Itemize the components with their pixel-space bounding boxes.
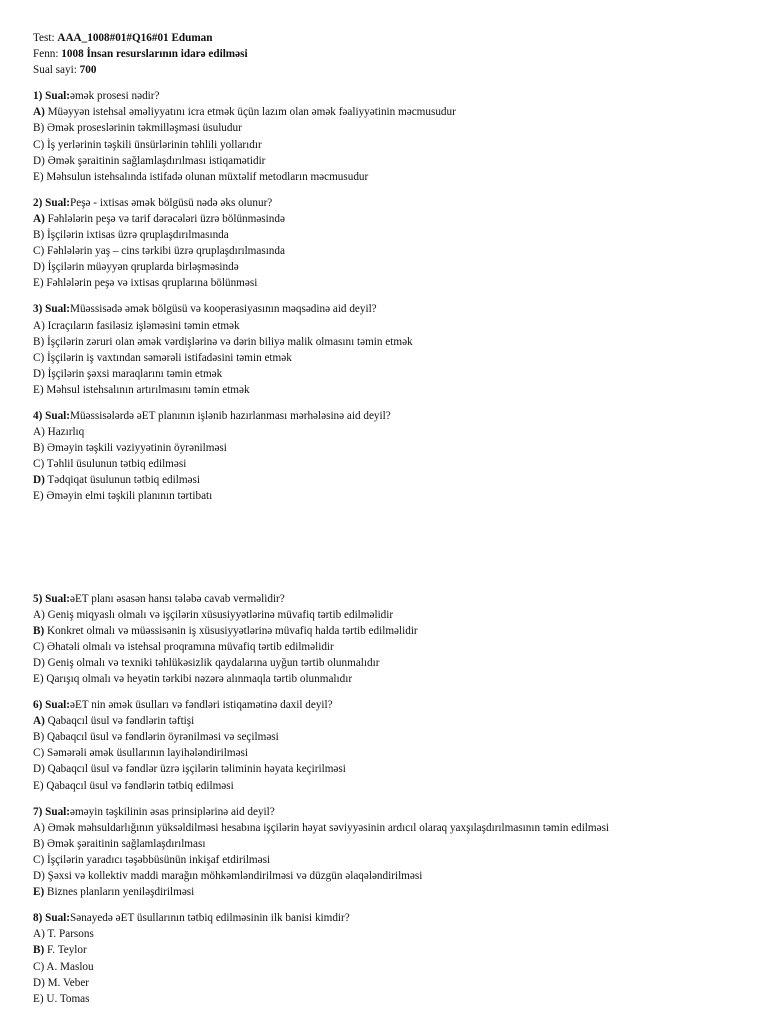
option-letter: A) bbox=[33, 821, 45, 834]
option-letter: C) bbox=[33, 853, 45, 866]
answer-option bbox=[33, 137, 753, 153]
question-list bbox=[33, 88, 753, 1007]
option-letter: C) bbox=[33, 138, 45, 151]
answer-option bbox=[33, 761, 753, 777]
option-letter: E) bbox=[33, 170, 44, 183]
option-letter: C) bbox=[33, 351, 45, 364]
answer-option bbox=[33, 259, 753, 275]
option-text: Əmək məhsuldarlığının yüksəldilməsi hesabına işçilərin həyat səviyyəsinin ardıcıl olaraq yaxşılaşdırılmasının təmin edilməsi bbox=[47, 821, 610, 834]
option-letter: B) bbox=[33, 122, 45, 135]
option-letter: D) bbox=[33, 474, 45, 487]
answer-option bbox=[33, 713, 753, 729]
option-letter: D) bbox=[33, 870, 45, 883]
question-number: 7) bbox=[33, 805, 43, 818]
answer-option bbox=[33, 671, 753, 687]
question-label: Sual: bbox=[45, 699, 70, 712]
option-letter: B) bbox=[33, 837, 45, 850]
option-text: Təhlil üsulunun tətbiq edilməsi bbox=[46, 458, 187, 471]
option-text: Fəhlələrin yaş – cins tərkibi üzrə qruplaşdırılmasında bbox=[46, 245, 285, 258]
option-text: Əməyin təşkili vəziyyətinin öyrənilməsi bbox=[46, 442, 227, 455]
option-text: Qabaqcıl üsul və fəndlər üzrə işçilərin təliminin həyata keçirilməsi bbox=[47, 763, 346, 776]
question-label: Sual: bbox=[45, 409, 70, 422]
answer-option bbox=[33, 745, 753, 761]
option-letter: D) bbox=[33, 763, 45, 776]
answer-option bbox=[33, 975, 753, 991]
question-label: Sual: bbox=[45, 592, 70, 605]
option-text: U. Tomas bbox=[46, 992, 90, 1005]
question-text-line bbox=[33, 804, 753, 820]
question-block bbox=[33, 804, 753, 901]
question-text: Müəssisələrdə əET planının işlənib hazırlanması mərhələsinə aid deyil? bbox=[70, 409, 391, 422]
option-letter: D) bbox=[33, 367, 45, 380]
question-text-line bbox=[33, 408, 753, 424]
question-text-line bbox=[33, 591, 753, 607]
answer-option bbox=[33, 607, 753, 623]
option-letter: E) bbox=[33, 779, 44, 792]
answer-option bbox=[33, 456, 753, 472]
option-letter: E) bbox=[33, 490, 44, 503]
question-number: 2) bbox=[33, 196, 43, 209]
option-letter: C) bbox=[33, 747, 45, 760]
answer-option bbox=[33, 778, 753, 794]
question-text-line bbox=[33, 697, 753, 713]
answer-option bbox=[33, 350, 753, 366]
question-text-line bbox=[33, 195, 753, 211]
question-text-line bbox=[33, 88, 753, 104]
question-number: 3) bbox=[33, 303, 43, 316]
question-text: Müəssisədə əmək bölgüsü və kooperasiyasının məqsədinə aid deyil? bbox=[70, 303, 377, 316]
question-label: Sual: bbox=[45, 303, 70, 316]
question-text: əməyin təşkilinin əsas prinsiplərinə aid deyil? bbox=[70, 805, 275, 818]
test-line bbox=[33, 30, 753, 46]
question-text: əET nin əmək üsulları və fəndləri istiqamətinə daxil deyil? bbox=[70, 699, 333, 712]
option-letter: D) bbox=[33, 261, 45, 274]
option-letter: D) bbox=[33, 154, 45, 167]
option-text: Məhsul istehsalının artırılmasını təmin etmək bbox=[46, 383, 250, 396]
option-text: Əmək şəraitinin sağlamlaşdırılması bbox=[46, 837, 206, 850]
question-number: 1) bbox=[33, 90, 43, 103]
option-text: Hazırlıq bbox=[47, 426, 85, 439]
option-letter: A) bbox=[33, 715, 45, 728]
answer-option bbox=[33, 884, 753, 900]
answer-option bbox=[33, 120, 753, 136]
option-text: M. Veber bbox=[47, 976, 90, 989]
answer-option bbox=[33, 153, 753, 169]
option-text: İşçilərin zəruri olan əmək vərdişlərinə və dərin biliyə malik olmasını təmin etmək bbox=[46, 335, 413, 348]
fenn-line bbox=[33, 46, 753, 62]
option-text: Qarışıq olmalı və heyətin tərkibi nəzərə alınmaqla tərtib olunmalıdır bbox=[46, 673, 353, 685]
option-text: Səmərəli əmək üsullarının layihələndirilməsi bbox=[46, 747, 248, 760]
question-text: Peşə - ixtisas əmək bölgüsü nədə əks olunur? bbox=[70, 196, 273, 209]
option-text: Fəhlələrin peşə və ixtisas qruplarına bölünməsi bbox=[46, 277, 258, 290]
question-block bbox=[33, 591, 753, 688]
fenn-label: Fenn: bbox=[33, 48, 59, 61]
question-block bbox=[33, 910, 753, 1007]
option-text: T. Parsons bbox=[47, 928, 94, 941]
document-header bbox=[33, 30, 753, 78]
answer-option bbox=[33, 472, 753, 488]
option-letter: C) bbox=[33, 640, 45, 653]
question-text-line bbox=[33, 910, 753, 926]
question-count-value: 700 bbox=[79, 64, 97, 77]
page-gap bbox=[33, 505, 753, 581]
question-text: Sənayedə əET üsullarının tətbiq edilməsinin ilk banisi kimdir? bbox=[70, 912, 350, 925]
answer-option bbox=[33, 424, 753, 440]
option-text: Əhatəli olmalı və istehsal proqramına müvafiq tərtib edilməlidir bbox=[46, 640, 334, 653]
answer-option bbox=[33, 104, 753, 120]
answer-option bbox=[33, 868, 753, 884]
answer-option bbox=[33, 820, 753, 836]
answer-option bbox=[33, 942, 753, 958]
question-text-line bbox=[33, 301, 753, 317]
option-text: İşçilərin yaradıcı təşəbbüsünün inkişaf etdirilməsi bbox=[46, 853, 271, 866]
option-letter: C) bbox=[33, 960, 45, 973]
question-label: Sual: bbox=[45, 805, 70, 818]
option-text: Qabaqcıl üsul və fəndlərin öyrənilməsi və seçilməsi bbox=[46, 731, 279, 744]
option-text: İşçilərin müəyyən qruplarda birləşməsində bbox=[47, 261, 239, 274]
answer-option bbox=[33, 639, 753, 655]
answer-option bbox=[33, 852, 753, 868]
answer-option bbox=[33, 169, 753, 185]
answer-option bbox=[33, 440, 753, 456]
question-block bbox=[33, 408, 753, 505]
answer-option bbox=[33, 836, 753, 852]
test-document bbox=[33, 30, 753, 1007]
question-number: 4) bbox=[33, 409, 43, 422]
option-text: A. Maslou bbox=[46, 960, 94, 973]
option-letter: A) bbox=[33, 426, 45, 439]
question-number: 5) bbox=[33, 592, 43, 605]
option-text: İşçilərin iş vaxtından səmərəli istifadəsini təmin etmək bbox=[46, 351, 292, 364]
option-letter: E) bbox=[33, 886, 45, 899]
option-letter: A) bbox=[33, 106, 45, 119]
option-letter: A) bbox=[33, 319, 45, 332]
question-block bbox=[33, 301, 753, 398]
question-label: Sual: bbox=[45, 196, 70, 209]
answer-option bbox=[33, 382, 753, 398]
option-letter: E) bbox=[33, 383, 44, 396]
option-text: İş yerlərinin təşkili ünsürlərinin təhlili yollarıdır bbox=[46, 138, 262, 151]
option-text: Tədqiqat üsulunun tətbiq edilməsi bbox=[47, 474, 200, 487]
answer-option bbox=[33, 926, 753, 942]
option-text: Konkret olmalı və müəssisənin iş xüsusiyyətlərinə müvafiq halda tərtib edilməlidir bbox=[46, 624, 418, 637]
question-number: 6) bbox=[33, 699, 43, 712]
question-label: Sual: bbox=[45, 912, 70, 925]
option-letter: C) bbox=[33, 245, 45, 258]
option-letter: B) bbox=[33, 335, 45, 348]
question-text: əmək prosesi nədir? bbox=[70, 90, 160, 103]
option-text: Fəhlələrin peşə və tarif dərəcələri üzrə bölünməsində bbox=[47, 212, 285, 225]
answer-option bbox=[33, 991, 753, 1007]
option-text: Məhsulun istehsalında istifadə olunan müxtəlif metodların məcmusudur bbox=[46, 170, 369, 183]
option-text: İşçilərin ixtisas üzrə qruplaşdırılmasında bbox=[46, 229, 229, 242]
option-letter: C) bbox=[33, 458, 45, 471]
answer-option bbox=[33, 243, 753, 259]
option-text: Müəyyən istehsal əməliyyatını icra etmək üçün lazım olan əmək fəaliyyətinin məcmusudur bbox=[47, 106, 456, 119]
option-text: F. Teylor bbox=[46, 944, 87, 957]
option-text: Geniş olmalı və texniki təhlükəsizlik qaydalarına uyğun tərtib olunmalıdır bbox=[47, 656, 380, 669]
test-label: Test: bbox=[33, 32, 55, 44]
fenn-value: 1008 İnsan resurslarının idarə edilməsi bbox=[61, 48, 248, 61]
answer-option bbox=[33, 488, 753, 504]
option-text: Əmək proseslərinin təkmilləşməsi üsuludur bbox=[46, 122, 242, 135]
answer-option bbox=[33, 275, 753, 291]
option-letter: B) bbox=[33, 944, 45, 957]
answer-option bbox=[33, 729, 753, 745]
option-letter: A) bbox=[33, 608, 45, 621]
question-block bbox=[33, 195, 753, 292]
option-letter: E) bbox=[33, 277, 44, 290]
option-letter: B) bbox=[33, 731, 45, 744]
option-text: Əməyin elmi təşkili planının tərtibatı bbox=[46, 490, 213, 503]
answer-option bbox=[33, 366, 753, 382]
answer-option bbox=[33, 227, 753, 243]
option-text: Biznes planların yeniləşdirilməsi bbox=[46, 886, 195, 899]
answer-option bbox=[33, 318, 753, 334]
option-text: Qabaqcıl üsul və fəndlərin təftişi bbox=[47, 715, 195, 728]
option-letter: B) bbox=[33, 442, 45, 455]
option-letter: D) bbox=[33, 656, 45, 669]
question-text: əET planı əsasən hansı tələbə cavab verməlidir? bbox=[70, 592, 285, 605]
answer-option bbox=[33, 211, 753, 227]
option-letter: B) bbox=[33, 229, 45, 242]
answer-option bbox=[33, 959, 753, 975]
question-block bbox=[33, 88, 753, 185]
answer-option bbox=[33, 334, 753, 350]
option-letter: A) bbox=[33, 212, 45, 225]
question-label: Sual: bbox=[45, 90, 70, 103]
test-value: AAA_1008#01#Q16#01 Eduman bbox=[57, 32, 213, 44]
option-letter: B) bbox=[33, 624, 45, 637]
option-text: Geniş miqyaslı olmalı və işçilərin xüsusiyyətlərinə müvafiq tərtib edilməlidir bbox=[47, 608, 394, 621]
option-letter: A) bbox=[33, 928, 45, 941]
question-block bbox=[33, 697, 753, 794]
option-text: Qabaqcıl üsul və fəndlərin tətbiq edilməsi bbox=[46, 779, 234, 792]
option-text: Icraçıların fasiləsiz işləməsini təmin etmək bbox=[47, 319, 240, 332]
answer-option bbox=[33, 655, 753, 671]
option-letter: D) bbox=[33, 976, 45, 989]
option-text: Şəxsi və kollektiv maddi marağın möhkəmləndirilməsi və düzgün əlaqələndirilməsi bbox=[47, 870, 423, 883]
question-count-line bbox=[33, 62, 753, 78]
question-count-label: Sual sayi: bbox=[33, 64, 77, 77]
option-text: Əmək şəraitinin sağlamlaşdırılması istiqamətidir bbox=[47, 154, 266, 167]
answer-option bbox=[33, 623, 753, 639]
option-letter: E) bbox=[33, 673, 44, 685]
option-letter: E) bbox=[33, 992, 44, 1005]
option-text: İşçilərin şəxsi maraqlarını təmin etmək bbox=[47, 367, 223, 380]
question-number: 8) bbox=[33, 912, 43, 925]
